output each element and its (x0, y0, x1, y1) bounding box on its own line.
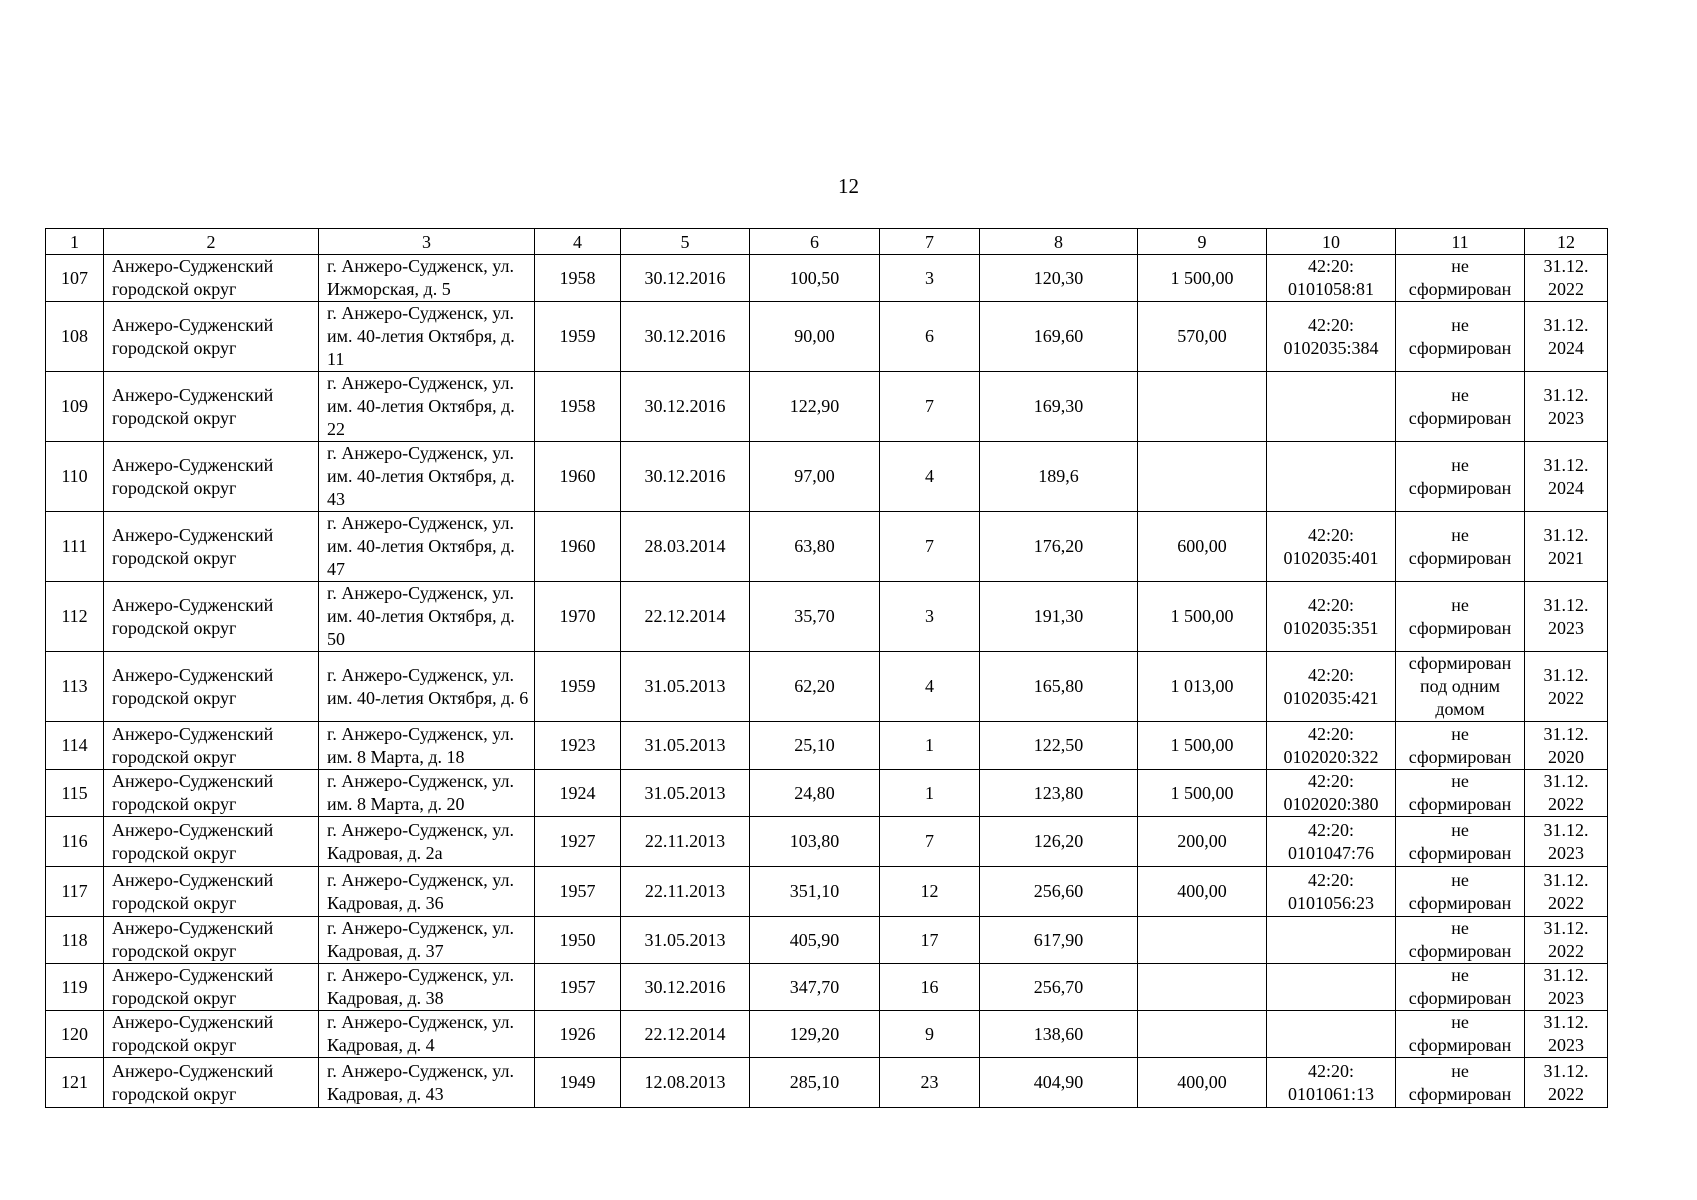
col9-cell: 400,00 (1138, 867, 1267, 917)
table-row (46, 722, 1608, 770)
col8-cell: 123,80 (980, 770, 1138, 817)
col8-cell: 189,6 (980, 442, 1138, 512)
row-number: 115 (46, 770, 104, 817)
col6-cell: 347,70 (750, 964, 880, 1011)
housing-registry-table (45, 228, 1608, 1108)
col8-cell: 138,60 (980, 1011, 1138, 1058)
table-header (46, 229, 1608, 255)
deadline-cell: 31.12. 2023 (1525, 964, 1608, 1011)
table-row (46, 442, 1608, 512)
municipality-cell: Анжеро-Судженский городской округ (104, 917, 319, 964)
cadastral-number-cell (1267, 372, 1396, 442)
col8-cell: 169,60 (980, 302, 1138, 372)
status-cell: не сформирован (1396, 302, 1525, 372)
date-cell: 31.05.2013 (621, 917, 750, 964)
col9-cell: 400,00 (1138, 1058, 1267, 1108)
row-number: 114 (46, 722, 104, 770)
table-row (46, 255, 1608, 302)
col6-cell: 35,70 (750, 582, 880, 652)
municipality-cell: Анжеро-Судженский городской округ (104, 1058, 319, 1108)
row-number: 121 (46, 1058, 104, 1108)
status-cell: не сформирован (1396, 964, 1525, 1011)
row-number: 118 (46, 917, 104, 964)
header-row (46, 229, 1608, 255)
address-cell: г. Анжеро-Судженск, ул. им. 40-летия Октября, д. 6 (319, 652, 535, 722)
status-cell: не сформирован (1396, 582, 1525, 652)
address-cell: г. Анжеро-Судженск, ул. им. 40-летия Октября, д. 50 (319, 582, 535, 652)
col9-cell: 1 500,00 (1138, 722, 1267, 770)
date-cell: 30.12.2016 (621, 302, 750, 372)
column-header-9: 9 (1138, 229, 1267, 255)
address-cell: г. Анжеро-Судженск, ул. Кадровая, д. 37 (319, 917, 535, 964)
row-number: 111 (46, 512, 104, 582)
col6-cell: 25,10 (750, 722, 880, 770)
municipality-cell: Анжеро-Судженский городской округ (104, 512, 319, 582)
cadastral-number-cell: 42:20: 0102020:322 (1267, 722, 1396, 770)
table-row (46, 1011, 1608, 1058)
col9-cell (1138, 1011, 1267, 1058)
address-cell: г. Анжеро-Судженск, ул. Кадровая, д. 4 (319, 1011, 535, 1058)
cadastral-number-cell (1267, 917, 1396, 964)
column-header-1: 1 (46, 229, 104, 255)
address-cell: г. Анжеро-Судженск, ул. им. 40-летия Октября, д. 22 (319, 372, 535, 442)
year-cell: 1924 (535, 770, 621, 817)
date-cell: 31.05.2013 (621, 770, 750, 817)
municipality-cell: Анжеро-Судженский городской округ (104, 1011, 319, 1058)
column-header-7: 7 (880, 229, 980, 255)
address-cell: г. Анжеро-Судженск, ул. им. 8 Марта, д. 18 (319, 722, 535, 770)
year-cell: 1958 (535, 255, 621, 302)
address-cell: г. Анжеро-Судженск, ул. им. 40-летия Октября, д. 47 (319, 512, 535, 582)
table-row (46, 964, 1608, 1011)
row-number: 120 (46, 1011, 104, 1058)
cadastral-number-cell: 42:20: 0101056:23 (1267, 867, 1396, 917)
col8-cell: 122,50 (980, 722, 1138, 770)
date-cell: 30.12.2016 (621, 255, 750, 302)
col7-cell: 6 (880, 302, 980, 372)
col9-cell (1138, 442, 1267, 512)
date-cell: 22.11.2013 (621, 817, 750, 867)
status-cell: не сформирован (1396, 372, 1525, 442)
table-row (46, 917, 1608, 964)
year-cell: 1970 (535, 582, 621, 652)
row-number: 109 (46, 372, 104, 442)
status-cell: не сформирован (1396, 1058, 1525, 1108)
cadastral-number-cell: 42:20: 0102035:401 (1267, 512, 1396, 582)
col6-cell: 103,80 (750, 817, 880, 867)
date-cell: 22.12.2014 (621, 582, 750, 652)
table-row (46, 1058, 1608, 1108)
cadastral-number-cell: 42:20: 0102035:351 (1267, 582, 1396, 652)
year-cell: 1957 (535, 867, 621, 917)
col6-cell: 62,20 (750, 652, 880, 722)
col9-cell: 1 500,00 (1138, 582, 1267, 652)
address-cell: г. Анжеро-Судженск, ул. Кадровая, д. 36 (319, 867, 535, 917)
cadastral-number-cell: 42:20: 0101061:13 (1267, 1058, 1396, 1108)
col6-cell: 100,50 (750, 255, 880, 302)
address-cell: г. Анжеро-Судженск, ул. Ижморская, д. 5 (319, 255, 535, 302)
col6-cell: 122,90 (750, 372, 880, 442)
deadline-cell: 31.12. 2023 (1525, 817, 1608, 867)
deadline-cell: 31.12. 2023 (1525, 582, 1608, 652)
table-row (46, 302, 1608, 372)
status-cell: не сформирован (1396, 867, 1525, 917)
year-cell: 1926 (535, 1011, 621, 1058)
deadline-cell: 31.12. 2022 (1525, 770, 1608, 817)
col8-cell: 256,60 (980, 867, 1138, 917)
year-cell: 1949 (535, 1058, 621, 1108)
column-header-5: 5 (621, 229, 750, 255)
col9-cell: 1 500,00 (1138, 770, 1267, 817)
row-number: 107 (46, 255, 104, 302)
cadastral-number-cell: 42:20: 0102035:384 (1267, 302, 1396, 372)
cadastral-number-cell (1267, 442, 1396, 512)
status-cell: не сформирован (1396, 817, 1525, 867)
deadline-cell: 31.12. 2020 (1525, 722, 1608, 770)
deadline-cell: 31.12. 2022 (1525, 917, 1608, 964)
column-header-2: 2 (104, 229, 319, 255)
col7-cell: 7 (880, 512, 980, 582)
col8-cell: 617,90 (980, 917, 1138, 964)
row-number: 119 (46, 964, 104, 1011)
col7-cell: 12 (880, 867, 980, 917)
column-header-12: 12 (1525, 229, 1608, 255)
municipality-cell: Анжеро-Судженский городской округ (104, 302, 319, 372)
col6-cell: 405,90 (750, 917, 880, 964)
status-cell: не сформирован (1396, 255, 1525, 302)
row-number: 117 (46, 867, 104, 917)
municipality-cell: Анжеро-Судженский городской округ (104, 442, 319, 512)
col7-cell: 16 (880, 964, 980, 1011)
row-number: 108 (46, 302, 104, 372)
col9-cell (1138, 964, 1267, 1011)
col8-cell: 169,30 (980, 372, 1138, 442)
deadline-cell: 31.12. 2021 (1525, 512, 1608, 582)
table-row (46, 582, 1608, 652)
col6-cell: 24,80 (750, 770, 880, 817)
cadastral-number-cell: 42:20: 0101058:81 (1267, 255, 1396, 302)
col6-cell: 285,10 (750, 1058, 880, 1108)
col7-cell: 7 (880, 817, 980, 867)
municipality-cell: Анжеро-Судженский городской округ (104, 722, 319, 770)
table-row (46, 372, 1608, 442)
status-cell: не сформирован (1396, 722, 1525, 770)
col9-cell: 1 500,00 (1138, 255, 1267, 302)
year-cell: 1950 (535, 917, 621, 964)
address-cell: г. Анжеро-Судженск, ул. Кадровая, д. 2а (319, 817, 535, 867)
cadastral-number-cell: 42:20: 0102020:380 (1267, 770, 1396, 817)
date-cell: 12.08.2013 (621, 1058, 750, 1108)
col7-cell: 3 (880, 255, 980, 302)
deadline-cell: 31.12. 2022 (1525, 255, 1608, 302)
cadastral-number-cell (1267, 1011, 1396, 1058)
table-row (46, 867, 1608, 917)
col7-cell: 1 (880, 722, 980, 770)
page-number: 12 (838, 174, 859, 198)
col8-cell: 404,90 (980, 1058, 1138, 1108)
col7-cell: 7 (880, 372, 980, 442)
deadline-cell: 31.12. 2023 (1525, 372, 1608, 442)
municipality-cell: Анжеро-Судженский городской округ (104, 255, 319, 302)
deadline-cell: 31.12. 2023 (1525, 1011, 1608, 1058)
cadastral-number-cell: 42:20: 0101047:76 (1267, 817, 1396, 867)
col7-cell: 1 (880, 770, 980, 817)
col9-cell: 600,00 (1138, 512, 1267, 582)
address-cell: г. Анжеро-Судженск, ул. им. 40-летия Октября, д. 11 (319, 302, 535, 372)
deadline-cell: 31.12. 2022 (1525, 867, 1608, 917)
date-cell: 28.03.2014 (621, 512, 750, 582)
deadline-cell: 31.12. 2022 (1525, 1058, 1608, 1108)
municipality-cell: Анжеро-Судженский городской округ (104, 817, 319, 867)
status-cell: не сформирован (1396, 917, 1525, 964)
address-cell: г. Анжеро-Судженск, ул. Кадровая, д. 38 (319, 964, 535, 1011)
col6-cell: 90,00 (750, 302, 880, 372)
col7-cell: 3 (880, 582, 980, 652)
municipality-cell: Анжеро-Судженский городской округ (104, 867, 319, 917)
col8-cell: 165,80 (980, 652, 1138, 722)
col6-cell: 351,10 (750, 867, 880, 917)
date-cell: 30.12.2016 (621, 372, 750, 442)
col6-cell: 129,20 (750, 1011, 880, 1058)
address-cell: г. Анжеро-Судженск, ул. им. 40-летия Октября, д. 43 (319, 442, 535, 512)
column-header-4: 4 (535, 229, 621, 255)
deadline-cell: 31.12. 2024 (1525, 302, 1608, 372)
municipality-cell: Анжеро-Судженский городской округ (104, 964, 319, 1011)
column-header-10: 10 (1267, 229, 1396, 255)
col7-cell: 23 (880, 1058, 980, 1108)
col7-cell: 17 (880, 917, 980, 964)
col9-cell: 570,00 (1138, 302, 1267, 372)
date-cell: 31.05.2013 (621, 722, 750, 770)
col8-cell: 120,30 (980, 255, 1138, 302)
status-cell: не сформирован (1396, 442, 1525, 512)
year-cell: 1927 (535, 817, 621, 867)
year-cell: 1923 (535, 722, 621, 770)
col7-cell: 4 (880, 442, 980, 512)
year-cell: 1958 (535, 372, 621, 442)
table-row (46, 817, 1608, 867)
column-header-11: 11 (1396, 229, 1525, 255)
table-row (46, 512, 1608, 582)
col9-cell (1138, 917, 1267, 964)
year-cell: 1959 (535, 302, 621, 372)
col6-cell: 97,00 (750, 442, 880, 512)
date-cell: 31.05.2013 (621, 652, 750, 722)
cadastral-number-cell (1267, 964, 1396, 1011)
col7-cell: 4 (880, 652, 980, 722)
table-body (46, 255, 1608, 1108)
status-cell: не сформирован (1396, 1011, 1525, 1058)
status-cell: не сформирован (1396, 770, 1525, 817)
deadline-cell: 31.12. 2022 (1525, 652, 1608, 722)
col8-cell: 126,20 (980, 817, 1138, 867)
date-cell: 30.12.2016 (621, 442, 750, 512)
col8-cell: 176,20 (980, 512, 1138, 582)
column-header-8: 8 (980, 229, 1138, 255)
date-cell: 22.12.2014 (621, 1011, 750, 1058)
municipality-cell: Анжеро-Судженский городской округ (104, 372, 319, 442)
table-row (46, 652, 1608, 722)
status-cell: не сформирован (1396, 512, 1525, 582)
deadline-cell: 31.12. 2024 (1525, 442, 1608, 512)
address-cell: г. Анжеро-Судженск, ул. им. 8 Марта, д. 20 (319, 770, 535, 817)
municipality-cell: Анжеро-Судженский городской округ (104, 652, 319, 722)
status-cell: сформирован под одним домом (1396, 652, 1525, 722)
table-row (46, 770, 1608, 817)
row-number: 113 (46, 652, 104, 722)
year-cell: 1960 (535, 442, 621, 512)
row-number: 110 (46, 442, 104, 512)
col9-cell: 1 013,00 (1138, 652, 1267, 722)
year-cell: 1960 (535, 512, 621, 582)
date-cell: 30.12.2016 (621, 964, 750, 1011)
date-cell: 22.11.2013 (621, 867, 750, 917)
row-number: 112 (46, 582, 104, 652)
col7-cell: 9 (880, 1011, 980, 1058)
year-cell: 1957 (535, 964, 621, 1011)
col6-cell: 63,80 (750, 512, 880, 582)
col9-cell: 200,00 (1138, 817, 1267, 867)
column-header-6: 6 (750, 229, 880, 255)
address-cell: г. Анжеро-Судженск, ул. Кадровая, д. 43 (319, 1058, 535, 1108)
column-header-3: 3 (319, 229, 535, 255)
cadastral-number-cell: 42:20: 0102035:421 (1267, 652, 1396, 722)
year-cell: 1959 (535, 652, 621, 722)
col8-cell: 191,30 (980, 582, 1138, 652)
col9-cell (1138, 372, 1267, 442)
row-number: 116 (46, 817, 104, 867)
col8-cell: 256,70 (980, 964, 1138, 1011)
municipality-cell: Анжеро-Судженский городской округ (104, 770, 319, 817)
municipality-cell: Анжеро-Судженский городской округ (104, 582, 319, 652)
